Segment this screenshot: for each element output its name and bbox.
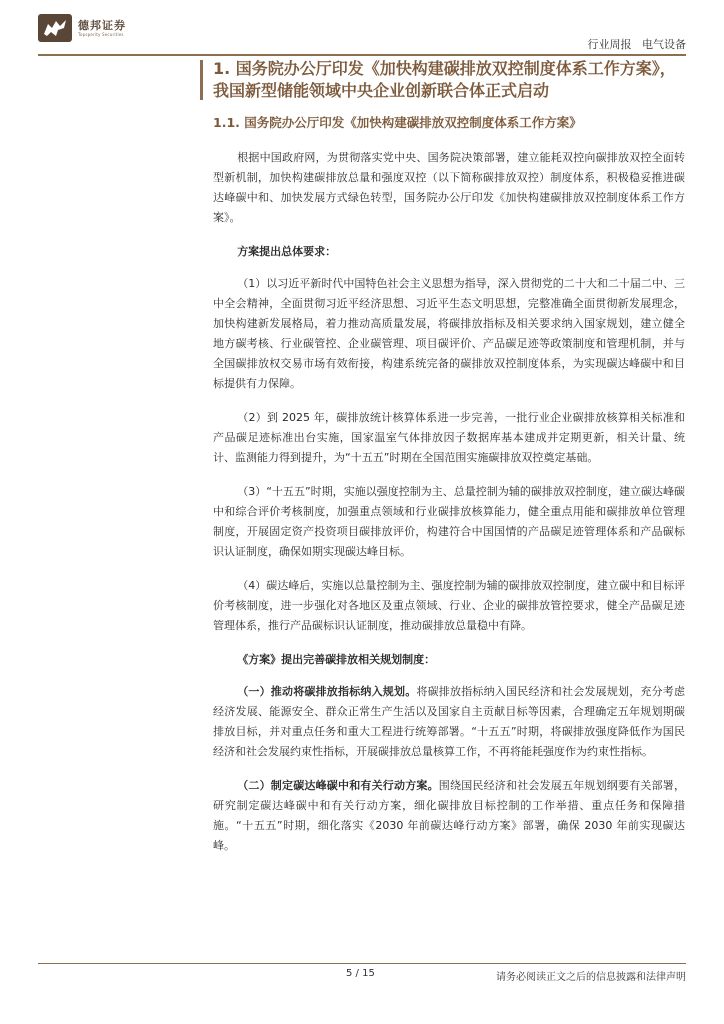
- body-paragraph: （3）“十五五”时期，实施以强度控制为主、总量控制为辅的碳排放双控制度，建立碳达峰碳中和综合评价考核制度，加强重点领域和行业碳排放核算能力，健全重点用能和碳排放单位管理制度，开展固定资产投资项目碳排放评价，构建符合中国国情的产品碳足迹管理体系和产品碳标识认证制度，确保如期实现碳达峰目标。: [213, 485, 685, 558]
- body-paragraph: （4）碳达峰后，实施以总量控制为主、强度控制为辅的碳排放双控制度，建立碳中和目标评价考核制度，进一步强化对各地区及重点领域、行业、企业的碳排放管控要求，健全产品碳足迹管理体系，推行产品碳标识认证制度，推动碳排放总量稳中有降。: [213, 579, 685, 632]
- report-header: [588, 36, 687, 52]
- paragraph-body: 围绕国民经济和社会发展五年规划纲要有关部署，研究制定碳达峰碳中和有关行动方案，细化碳排放目标控制的工作举措、重点任务和保障措施。“十五五”时期，细化落实《2030 年前碳达峰行动方案》部署，确保 2030 年前实现碳达峰。: [213, 779, 686, 852]
- body-paragraph: 根据中国政府网，为贯彻落实党中央、国务院决策部署，建立能耗双控向碳排放双控全面转型新机制，加快构建碳排放总量和强度双控（以下简称碳排放双控）制度体系，积极稳妥推进碳达峰碳中和、加快发展方式绿色转型，国务院办公厅印发《加快构建碳排放双控制度体系工作方案》。: [213, 151, 685, 224]
- paragraph-lead: （一）推动将碳排放指标纳入规划。: [237, 685, 417, 698]
- body-paragraph: （2）到 2025 年，碳排放统计核算体系进一步完善，一批行业企业碳排放核算相关标准和产品碳足迹标准出台实施，国家温室气体排放因子数据库基本建成并定期更新，相关计量、统计、监测能力得到提升，为“十五五”时期在全国范围实施碳排放双控奠定基础。: [213, 411, 685, 464]
- logo-name-cn: 德邦证券: [78, 18, 126, 32]
- bold-lead-paragraph: 方案提出总体要求：: [237, 245, 337, 258]
- lead-paragraph: [213, 682, 685, 762]
- lead-paragraph: [213, 776, 685, 856]
- company-logo: [38, 14, 126, 42]
- body-content: [213, 148, 685, 870]
- report-sector: 电气设备: [642, 38, 686, 51]
- bull-logo-icon: [38, 14, 72, 42]
- paragraph-body: 将碳排放指标纳入国民经济和社会发展规划，充分考虑经济发展、能源安全、群众正常生产生活以及国家自主贡献目标等因素，合理确定五年规划期碳排放目标，并对重点任务和重大工程进行统筹部署。“十五五”时期，将碳排放强度降低作为国民经济和社会发展约束性指标，开展碳排放总量核算工作，不再将能耗强度作为约束性指标。: [213, 685, 686, 758]
- bold-lead-paragraph: 《方案》提出完善碳排放相关规划制度：: [237, 653, 436, 666]
- logo-name-en: Topsperity Securities: [78, 31, 124, 37]
- report-type: 行业周报: [587, 38, 632, 51]
- section-heading-1: 1. 国务院办公厅印发《加快构建碳排放双控制度体系工作方案》，我国新型储能领域中央企业创新联合体正式启动: [213, 59, 676, 100]
- paragraph-lead: （二）制定碳达峰碳中和有关行动方案。: [237, 779, 439, 792]
- footer-divider: [38, 963, 686, 964]
- heading-accent-bar: [200, 60, 203, 100]
- section-heading-1-1: 1.1. 国务院办公厅印发《加快构建碳排放双控制度体系工作方案》: [213, 115, 582, 130]
- legal-disclaimer: 请务必阅读正文之后的信息披露和法律声明: [496, 972, 686, 983]
- page-number: 5 / 15: [346, 968, 375, 979]
- header-divider: [38, 54, 686, 56]
- body-paragraph: （1）以习近平新时代中国特色社会主义思想为指导，深入贯彻党的二十大和二十届二中、三中全会精神，全面贯彻习近平经济思想、习近平生态文明思想，完整准确全面贯彻新发展理念，加快构建新发展格局，着力推动高质量发展，将碳排放指标及相关要求纳入国家规划，建立健全地方碳考核、行业碳管控、企业碳管理、项目碳评价、产品碳足迹等政策制度和管理机制，并与全国碳排放权交易市场有效衔接，构建系统完备的碳排放双控制度体系，为实现碳达峰碳中和目标提供有力保障。: [213, 277, 685, 390]
